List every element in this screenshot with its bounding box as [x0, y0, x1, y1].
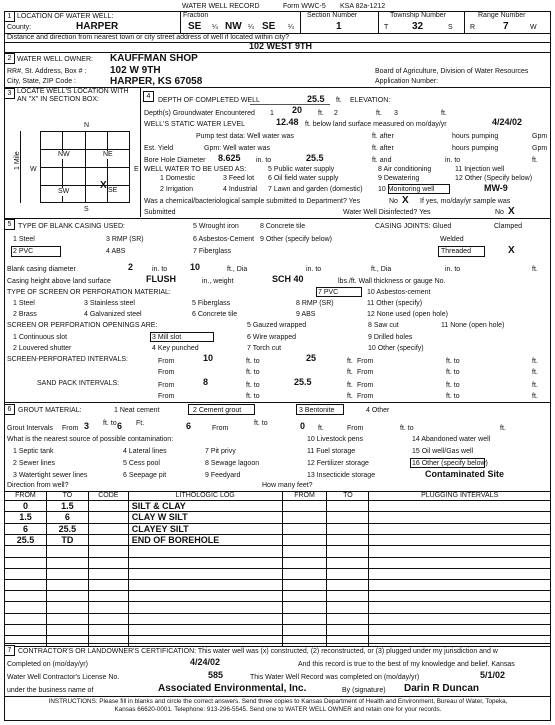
completed-date: 4/24/02: [190, 657, 221, 667]
static-level-label: WELL'S STATIC WATER LEVEL: [144, 121, 246, 128]
certification-text: CONTRACTOR'S OR LANDOWNER'S CERTIFICATION: This water well was (x) constructed, (2) reconstructed, or (3) plugged under my jurisdiction and w: [18, 648, 498, 655]
fraction-1: SE: [188, 21, 202, 32]
depth-label: DEPTH OF COMPLETED WELL: [158, 97, 260, 104]
col-plugging-intervals: PLUGGING INTERVALS: [369, 492, 551, 501]
grout-to2-value: 0: [300, 421, 306, 431]
depth-value: 25.5: [307, 94, 325, 104]
section-3-number: 3: [4, 88, 15, 99]
range-value: 7: [503, 21, 509, 32]
bore-to-value: 25.5: [306, 153, 324, 163]
board-label: Board of Agriculture, Division of Water Resources: [375, 68, 529, 75]
range-label: Range Number: [478, 12, 526, 19]
grout-from2-value: 6: [186, 421, 192, 431]
casing-to-value: 10: [190, 262, 201, 272]
section-5-number: 5: [4, 219, 15, 230]
yield-label: Est. Yield: [144, 145, 174, 152]
contamination-label: What is the nearest source of possible contamination:: [7, 436, 174, 443]
section-1-number: 1: [4, 11, 15, 22]
casing-diameter-label: Blank casing diameter: [7, 266, 76, 273]
locate-label: LOCATE WELL'S LOCATION WITH AN "X" IN SECTION BOX:: [17, 88, 129, 104]
license-label: Water Well Contractor's License No.: [7, 674, 120, 681]
city-value: HARPER, KS 67058: [110, 76, 203, 87]
contamination-value: Contaminated Site: [425, 469, 505, 479]
fraction-3: SE: [262, 21, 276, 32]
owner-label: WATER WELL OWNER:: [17, 56, 93, 63]
table-row: [5, 635, 551, 646]
well-location-mark: X: [100, 180, 107, 191]
groundwater-label: Depth(s) Groundwater Encountered: [144, 110, 255, 117]
table-row: [5, 624, 551, 635]
section-4-number: 4: [143, 91, 154, 102]
col-plug-to: TO: [327, 492, 369, 501]
other-use-value: MW-9: [484, 183, 508, 193]
casing-diameter-value: 2: [128, 262, 134, 272]
location-label: LOCATION OF WATER WELL:: [17, 13, 114, 20]
opening-mill-slot: 3 Mill slot: [152, 334, 182, 341]
section-value: 1: [336, 21, 342, 32]
table-row: [5, 568, 551, 579]
pump-test-label: Pump test data: Well water was: [196, 133, 294, 140]
township-value: 32: [412, 21, 424, 32]
openings-label: SCREEN OR PERFORATION OPENINGS ARE:: [7, 322, 158, 329]
screen-pvc: 7 PVC: [318, 289, 339, 296]
grout-material-label: GROUT MATERIAL:: [18, 407, 82, 414]
ksa-reference: KSA 82a-1212: [340, 3, 386, 10]
screen-to-value: 25: [306, 353, 317, 363]
static-date-value: 4/24/02: [492, 117, 523, 127]
col-lithologic-log: LITHOLOGIC LOG: [128, 492, 282, 501]
sand-from-value: 8: [203, 377, 209, 387]
section-6-number: 6: [4, 404, 15, 415]
bore-diameter-value: 8.625: [218, 153, 241, 163]
chem-sample-label: Was a chemical/bacteriological sample submitted to Department? Yes: [144, 198, 361, 205]
county-value: HARPER: [76, 21, 119, 32]
chem-sample-mark: X: [402, 195, 409, 206]
joint-threaded: Threaded: [441, 248, 471, 255]
record-date: 5/1/02: [480, 670, 506, 680]
section-7-number: 7: [4, 645, 15, 656]
lithologic-log-table: [4, 491, 551, 647]
disinfected-label: Water Well Disinfected? Yes: [343, 209, 431, 216]
screen-intervals-label: SCREEN-PERFORATED INTERVALS:: [7, 356, 128, 363]
table-row: 0 1.5 SILT & CLAY: [5, 501, 551, 512]
instructions-line-2: Kansas 66620-0001. Telephone: 913-296-5545. Send one to WATER WELL OWNER and retain one for your records.: [114, 706, 442, 713]
township-label: Township Number: [390, 12, 447, 19]
table-row: [5, 613, 551, 624]
casing-height-value: FLUSH: [146, 274, 176, 284]
city-label: City, State, ZIP Code :: [7, 78, 76, 85]
how-many-feet-label: How many feet?: [262, 482, 313, 489]
threaded-mark: X: [508, 245, 515, 256]
screen-from-value: 10: [203, 353, 214, 363]
use-monitoring-well: 10 Monitoring well: [378, 186, 435, 193]
fraction-2: NW: [225, 21, 242, 32]
casing-pvc: 2 PVC: [13, 248, 34, 255]
section-number-label: Section Number: [307, 12, 358, 19]
instructions-line-1: INSTRUCTIONS: Please fill in blanks and circle the correct answers. Send three copies to Kansas Department of Health and Environment, Bureau of Water, Topeka,: [48, 698, 508, 705]
license-number: 585: [208, 670, 224, 680]
table-row: 6 25.5 CLAYEY SILT: [5, 523, 551, 534]
casing-height-label: Casing height above land surface: [7, 278, 111, 285]
completed-label: Completed on (mo/day/yr): [7, 661, 88, 668]
address-label: RR#, St. Address, Box # :: [7, 68, 87, 75]
casing-weight-value: SCH 40: [272, 274, 304, 284]
grout-from-value: 3: [84, 421, 90, 431]
col-to: TO: [46, 492, 88, 501]
groundwater-1-value: 20: [292, 105, 303, 115]
business-label: under the business name of: [7, 687, 94, 694]
business-name: Associated Environmental, Inc.: [158, 683, 307, 694]
distance-label: Distance and direction from nearest town or city street address of well if located within city?: [7, 34, 290, 41]
table-row: [5, 602, 551, 613]
screen-type-label: TYPE OF SCREEN OR PERFORATION MATERIAL:: [7, 289, 171, 296]
use-label: WELL WATER TO BE USED AS:: [144, 166, 247, 173]
casing-type-label: TYPE OF BLANK CASING USED:: [18, 223, 125, 230]
grout-bentonite: 3 Bentonite: [299, 407, 335, 414]
signature: Darin R Duncan: [404, 683, 480, 694]
table-row: [5, 579, 551, 590]
distance-value: 102 WEST 9TH: [249, 41, 313, 51]
direction-label: Direction from well?: [7, 482, 69, 489]
application-number-label: Application Number:: [375, 78, 439, 85]
table-row: 1.5 6 CLAY W SILT: [5, 512, 551, 523]
disinfected-mark: X: [508, 206, 515, 217]
owner-value: KAUFFMAN SHOP: [110, 53, 198, 64]
table-row: [5, 557, 551, 568]
contamination-other: 16 Other (specify below): [412, 460, 488, 467]
table-row: 25.5 TD END OF BOREHOLE: [5, 535, 551, 546]
sand-pack-label: SAND PACK INTERVALS:: [37, 380, 120, 387]
grout-cement: 2 Cement grout: [193, 407, 242, 414]
fraction-label: Fraction: [183, 12, 209, 19]
form-number: Form WWC-5: [283, 3, 326, 10]
section-2-number: 2: [4, 53, 15, 64]
static-level-value: 12.48: [276, 117, 299, 127]
grout-to-value: 6: [117, 421, 123, 431]
county-label: County:: [7, 24, 32, 31]
col-from: FROM: [5, 492, 47, 501]
col-plug-from: FROM: [282, 492, 327, 501]
bore-diameter-label: Bore Hole Diameter: [144, 157, 206, 164]
address-value: 102 W 9TH: [110, 65, 161, 76]
table-row: [5, 591, 551, 602]
grout-intervals-label: Grout Intervals: [7, 425, 53, 432]
col-code: CODE: [88, 492, 128, 501]
sand-to-value: 25.5: [294, 377, 312, 387]
scale-label: 1 Mile: [14, 151, 21, 170]
table-row: [5, 546, 551, 557]
form-title: WATER WELL RECORD: [182, 3, 260, 10]
